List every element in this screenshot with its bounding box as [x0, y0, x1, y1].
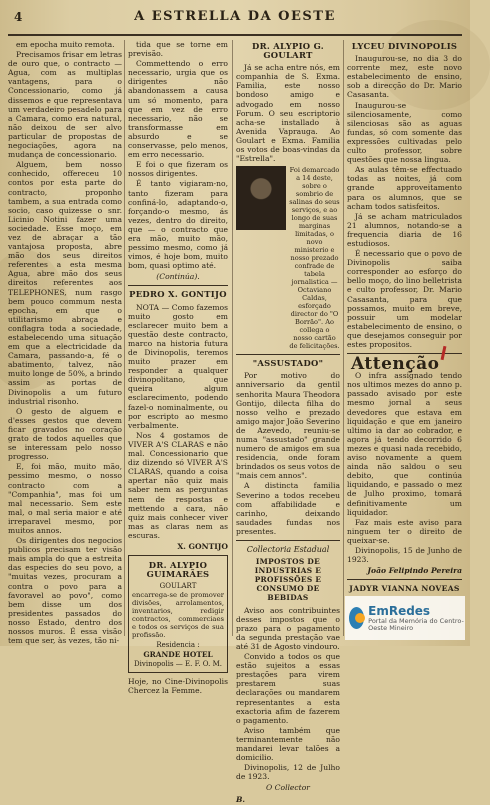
paragraph: Commettendo o erro necessario, urgia que os dirigentes não abandonassem a causa um só momento, para que em vez de erro necessario, não se transformasse em absurdo e se conservasse, pelo menos, em erro necessario. — [128, 59, 228, 160]
signature: O Collector — [266, 783, 310, 793]
logo-subtitle: Portal da Memória do Centro-Oeste Mineiro — [368, 616, 464, 632]
signature: João Felipindo Pereira — [367, 566, 462, 576]
section-title: PEDRO X. GONTIJO — [129, 289, 227, 300]
photo-block — [236, 166, 340, 350]
photo-caption: Foi demarcado a 14 deste, sobre o sombrio de salinas do seus serviços, e ao longo de suas marginas limitadas, o novo ministerio e nosso prezado confrade de tabela jornalistica — Octaviano Caldas, esforçado director do "O Borrão". Ao collega o nosso cartão de felicitações. — [289, 166, 340, 351]
paragraph: O gesto de alguem e d'esses gestos que devem ficar gravados no coração grato de todos aquelles que se interessam pelo nosso progresso. — [8, 406, 122, 462]
continua-note: (Continúa). — [156, 272, 200, 282]
divider — [236, 354, 340, 355]
newspaper-title: A ESTRELLA DA OESTE — [134, 9, 336, 24]
section-subtitle: IMPOSTOS DE INDUSTRIAS E PROFISSÕES E CONSUMO DE BEBIDAS — [254, 557, 322, 603]
paragraph: Faz mais este aviso para ninguem ter o direito de queixar-se. — [347, 517, 462, 545]
paragraph: tida que se torne em previsão. — [128, 40, 228, 59]
column-1 — [8, 40, 122, 646]
column-divider — [232, 40, 233, 636]
paragraph: Aviso também que terminantemente não mandarei levar talões a domicilio. — [236, 725, 340, 763]
paragraph: O infra assignado tendo nos ultimos mezes do anno p. passado avisado por este mesmo jornal a seus devedores que estava em liquidação e que em janeiro ultimo ia dar ao cobrador, e agora já tendo decorrido 6 mezes e quasi nada recebido, aviso novamente a quem ainda não saldou o seu debito, que continúa liquidando, e passado o mez de Julho proximo, tomará definitivamente um liquidador. — [347, 371, 462, 517]
attention-heading: Attenção — [351, 354, 440, 375]
paragraph: NOTA — Como fazemos muito gosto em esclarecer muito bem a questão deste contracto, marco na historia futura de Divinopolis, teremos muito prazer em responder a qualquer divinopolitano, que queira algum esclarecimento, podendo fazel-o nominalmente, ou por escripto ao mesmo verbalmente. — [128, 302, 228, 430]
divider — [128, 285, 228, 286]
paragraph: Já se acham matriculados 21 alumnos, notando-se a frequencia diaria de 16 estudiosos. — [347, 211, 462, 248]
initials: B. — [236, 795, 246, 805]
section-title: DR. ALYPIO G. GOULART — [252, 41, 324, 61]
column-4 — [347, 40, 462, 638]
paragraph: Alguem, bem nosso conhecido, offereceu 10 contos por esta parte do contracto, proponho tambem, a sua entrada como socio, caso quizesse o snr. Licinio Notini fazer uma sociedade. Esse moço, em vez de abraçar a tão vantajosa proposta, abre mão dos seus direitos referentes a esta mesma Agua, abre mão dos seus direitos referentes aos TELEPHONES, num rasgo bem pouco commum nesta epocha, em que o utilitarismo abraça e conflagra toda a sociedade, estabelecendo uma situação em que a electricidade da Camara, passando-a, fé o abatimento, talvez, não muito longe de 50%, a brindo assim as portas de Divinopolis a um futuro industrial risonho. — [8, 160, 122, 406]
paragraph: Os dirigentes dos negocios publicos precisam ter visão mais ampla do que a estreita das especies do seu povo, a "muitas vezes, procuram a contra o povo para a favoravel ao povo", como bem disse um dos presidentes passados do nosso Estado, dentro dos nossos muros. É essa visão tem que ser, às vezes, tão ni- — [8, 536, 122, 646]
column-2 — [128, 40, 228, 695]
paragraph: Aviso aos contribuintes desses impostos que o prazo para o pagamento da segunda prestação vae até 31 de Agosto vindouro. — [236, 605, 340, 651]
emredes-logo-icon — [349, 607, 364, 629]
portrait-photo — [236, 166, 286, 230]
paragraph: Já se acha entre nós, em companhia de S. Exma. Familia, este nosso bondoso amigo e advogado em nosso Forum. O seu escriptorio acha-se installado à Avenida Vaprauga. Ao Goulart e Exma. Familia os votos de boas-vindas da "Estrella". — [236, 63, 340, 164]
date-line: Divinopolis, 12 de Julho de 1923. — [236, 763, 340, 782]
paragraph: Convido a todos os que estão sujeitos a essas prestações para virem prestarem suas declarações ou mandarem representantes a esta exactoria afim de fazerem o pagamento. — [236, 652, 340, 725]
ad-hotel: GRANDE HOTEL — [143, 650, 213, 660]
divider — [236, 540, 340, 541]
paragraph: Inaugurou-se, no dia 3 do corrente mez, este novo estabelecimento de ensino, sob a direcção do Dr. Mario Casasanta. — [347, 54, 462, 100]
ad-hotel-line: Divinopolis — E. F. O. M. — [134, 659, 222, 668]
ad-residence-label: Residencia : — [156, 641, 200, 650]
section-title: Collectoria Estadual — [246, 545, 330, 554]
advertisement-box — [128, 555, 228, 673]
paragraph: É tanto vigiaram-no, tanto fizeram para confiná-lo, adaptando-o, forçando-o mesmo, ás vezes, dentro do direito, que — o contracto que era mão, muito mão, pessimo mesmo, como já vimos, é hoje bom, muito bom, quasi optimo até. — [128, 179, 228, 271]
cinema-note: Hoje, no Cine-Divinopolis Chercez la Femme. — [128, 676, 228, 695]
paragraph: Precisamos frisar em letras de ouro que, o contracto — Agua, com as multiplas vantagens, para o Concessionario, como já dissemos e que representava um verdadeiro pesadelo para a Camara, como era natural, não deixou de ser alvo particular de propostas de negociações, agora na mudança de concessionario. — [8, 50, 122, 160]
paragraph: As aulas têm-se effectuado todas as noites, já com grande approveitamento para os alumnos, que se acham todos satisfeitos. — [347, 165, 462, 211]
signature: X. GONTIJO — [177, 541, 228, 551]
ad-subtitle: GOULART — [159, 582, 197, 591]
newspaper-header — [8, 8, 462, 36]
column-divider — [124, 40, 125, 636]
paragraph: E foi o que fizeram os nossos dirigentes. — [128, 160, 228, 179]
ad-text: encarrega-se de promover divisões, arrolamentos, inventarios, redigir contractos, commerciaes e todos os serviços de sua profissão. — [132, 591, 224, 640]
divider — [347, 579, 462, 580]
section-title: "ASSUSTADO" — [252, 358, 324, 369]
logo-text — [368, 604, 465, 633]
footer-name: JADYR VIANNA NOVEAS — [349, 584, 460, 594]
date-line: Divinopolis, 15 de Junho de 1923. — [347, 545, 462, 565]
paragraph: A distincta familia Severino a todos recebeu com affabilidade e carinho, deixando saudades fundas nos presentes. — [236, 481, 340, 536]
paragraph: Nos 4 gostamos de VIVER A'S CLARAS e não mal. Concessionario que diz dizendo só VIVER A'S CLARAS, quando a coisa apertar não quiz mais saber nem as perguntas nem de respostas e mettendo a cara, não quiz mais conhecer viver mas as claras nem as escuras. — [128, 430, 228, 540]
emredes-logo[interactable] — [345, 596, 465, 640]
paragraph: Por motivo do anniversario da gentil senhorita Maura Theodora Gontijo, dilecta filha do nosso velho e prezado amigo major João Severino de Azevedo, reuniu-se numa "assustado" grande numero de amigos em sua residencia, onde foram brindados os seus votos de "mais cem annos". — [236, 371, 340, 481]
paragraph: E, foi mão, muito mão, pessimo mesmo, o nosso contracto com a "Companhia", mas foi um mal necessario. Sem este mal, o mal seria maior e até irreparavel mesmo, por muitos annos. — [8, 462, 122, 535]
paragraph: em epocha muito remota. — [16, 40, 115, 49]
logo-title: EmRedes — [368, 603, 431, 618]
paragraph: Inaugurou-se silenciosamente, como silenciosas são as aguas fundas, só com somente das expressões cultivadas pelo culto professor, sobre questões que nossa lingua. — [347, 100, 462, 165]
section-title: LYCEU DIVINOPOLIS — [351, 41, 458, 51]
ad-name: DR. ALYPIO GUIMARÃES — [146, 560, 210, 580]
page-number: 4 — [14, 10, 23, 24]
paragraph: É necessario que o povo de Divinopolis saiba corresponder ao esforço do bello moço, do lino belletrista e culto professor, Dr. Mario Casasanta, para que possamos, muito em breve, possuir um modelar estabelecimento de ensino, o que desejamos conseguir por estes propositos. — [347, 249, 462, 349]
column-3 — [236, 40, 340, 805]
column-divider — [343, 40, 344, 636]
